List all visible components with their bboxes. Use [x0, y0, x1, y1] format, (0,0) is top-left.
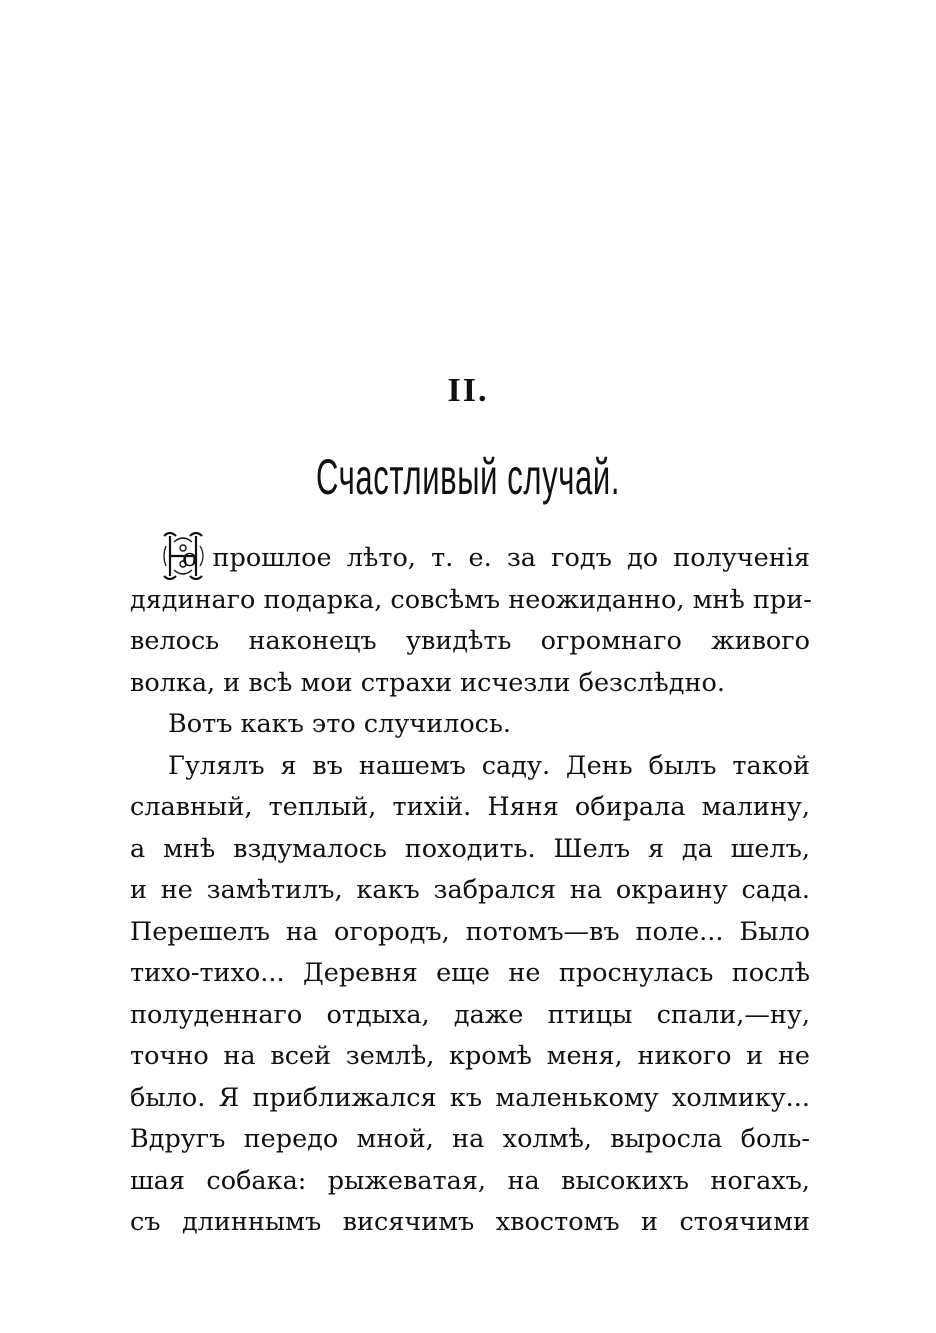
text-line: дядинаго подарка, совсѣмъ неожиданно, мнѣ при- — [130, 584, 812, 615]
paragraph-2 — [130, 704, 810, 746]
text-line: славный, теплый, тихій. Няня обирала малину, — [130, 792, 810, 822]
paragraph-1 — [130, 538, 810, 704]
line-text: о прошлое лѣто, т. е. за годъ до полученія — [182, 543, 810, 573]
text-line: волка, и всѣ мои страхи исчезли безслѣдно. — [130, 667, 725, 698]
body-text — [130, 538, 810, 1244]
text-line: Вотъ какъ это случилось. — [168, 709, 511, 739]
text-line: велось наконецъ увидѣть огромнаго живого — [130, 626, 810, 656]
chapter-title: Счастливый случай. — [315, 449, 621, 505]
text-line: Гулялъ я въ нашемъ саду. День былъ такой — [168, 750, 810, 781]
text-line: съ длиннымъ висячимъ хвостомъ и стоячими — [130, 1207, 810, 1237]
text-line: точно на всей землѣ, кромѣ меня, никого и не — [130, 1041, 810, 1071]
text-line: было. Я приближался къ маленькому холмику... — [130, 1082, 810, 1113]
ornamental-dropcap-icon — [160, 528, 210, 584]
text-line: Перешелъ на огородъ, потомъ—въ поле... Было — [130, 916, 810, 947]
paragraph-3 — [130, 746, 810, 1244]
text-line: полуденнаго отдыха, даже птицы спали,—ну, — [130, 999, 810, 1030]
text-line: тихо-тихо... Деревня еще не проснулась послѣ — [130, 958, 810, 988]
text-line: а мнѣ вздумалось походить. Шелъ я да шелъ, — [130, 833, 810, 864]
text-line: и не замѣтилъ, какъ забрался на окраину сада. — [130, 875, 810, 905]
text-line: Вдругъ передо мной, на холмѣ, выросла боль- — [130, 1124, 810, 1154]
text-line: шая собака: рыжеватая, на высокихъ ногахъ, — [130, 1165, 810, 1196]
text-line — [130, 538, 810, 580]
chapter-number: II. — [447, 372, 489, 409]
